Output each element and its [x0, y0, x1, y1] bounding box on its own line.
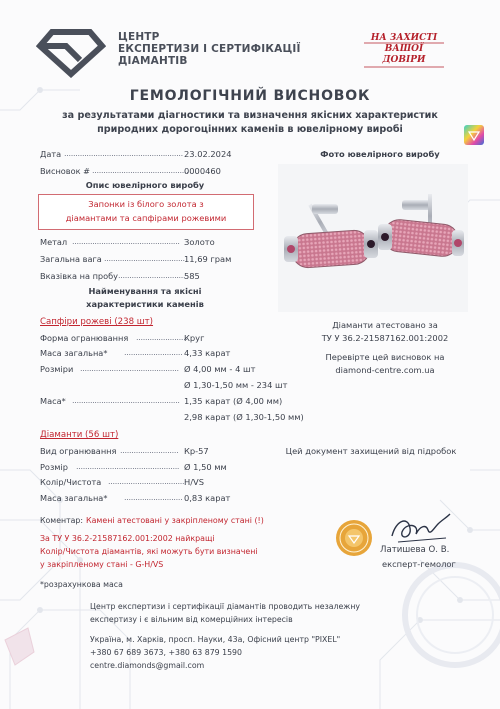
seal-line-1: НА ЗАХИСТІ [370, 33, 438, 43]
sapphire-mass2-value-2: 2,98 карат (Ø 1,30-1,50 мм) [184, 412, 304, 422]
metal-label: Метал [40, 237, 68, 247]
certification-line-3: Перевірте цей висновок на [325, 352, 445, 362]
number-leader: ........................................... [92, 166, 189, 175]
diamond-color-leader: .................................. [108, 477, 185, 486]
diamond-cut-leader: .......................... [120, 446, 179, 455]
stones-heading-line-1: Найменування та якісні [88, 286, 202, 296]
stones-heading-line-2: характеристики каменів [86, 299, 204, 309]
description-heading: Опис ювелірного виробу [85, 180, 205, 190]
weight-label: Загальна вага [40, 254, 102, 264]
verify-link[interactable]: diamond-centre.com.ua [335, 365, 435, 375]
diamond-size-label: Розмір [40, 462, 68, 472]
number-value: 0000460 [184, 166, 221, 176]
document-title: ГЕМОЛОГІЧНИЙ ВИСНОВОК [129, 88, 371, 104]
footer-address: Україна, м. Харків, просп. Науки, 43а, Офісний центр "PIXEL" [90, 635, 341, 644]
assay-leader: .............................. [118, 271, 186, 280]
signature-icon [386, 510, 456, 548]
hologram-sticker-icon [463, 124, 485, 146]
sapphire-size-label: Розміри [40, 364, 74, 374]
subtitle-line-1: за результатами діагностики та визначення якісних характеристик [62, 110, 438, 121]
sapphire-cut-label: Форма огранювання [40, 333, 129, 343]
weight-value: 11,69 грам [184, 254, 232, 264]
logo-line-3: ДІАМАНТІВ [118, 55, 188, 67]
sapphire-mass-leader: .......................... [124, 348, 183, 357]
sapphire-mass-label: Маса загальна* [40, 348, 108, 358]
sapphire-mass2-value-1: 1,35 карат (Ø 4,00 мм) [184, 396, 283, 406]
official-stamp-icon [334, 518, 374, 558]
diamond-size-value: Ø 1,50 мм [184, 462, 227, 472]
sapphire-mass-value: 4,33 карат [184, 348, 231, 358]
footer-line-2: експертизу і є вільним від комерційних інтересів [90, 615, 293, 624]
comment-text: Камені атестовані у закріпленому стані (!) [86, 516, 264, 525]
certification-line-1: Діаманти атестовано за [332, 320, 438, 330]
sapphire-mass2-leader: ................................................ [72, 396, 180, 405]
assay-value: 585 [184, 271, 200, 281]
metal-value: Золото [184, 237, 215, 247]
standard-line-3: у закріпленому стані - G-H/VS [40, 560, 164, 569]
footer-line-1: Центр експертизи і сертифікації діамантів проводить незалежну [90, 602, 361, 611]
certification-line-2: ТУ У 36.2-21587162.001:2002 [321, 333, 449, 343]
diamond-logo-icon [36, 26, 106, 78]
seal-line-3: ДОВІРИ [382, 55, 426, 65]
sapphire-cut-value: Круг [184, 333, 205, 343]
seal-line-2: ВАШОЇ [384, 44, 424, 54]
diamond-color-value: H/VS [184, 477, 204, 487]
weight-leader: .................................... [104, 254, 185, 263]
sapphire-size-value-2: Ø 1,30-1,50 мм - 234 шт [184, 380, 288, 390]
diamonds-heading: Діаманти (56 шт) [40, 430, 119, 440]
trust-seal [362, 31, 446, 69]
standard-line-2: Колір/Чистота діамантів, які можуть бути визначені [40, 547, 258, 556]
sapphire-size-leader: ............................................ [80, 364, 179, 373]
photo-caption: Фото ювелірного виробу [320, 149, 440, 159]
diamond-mass-leader: .......................... [124, 493, 183, 502]
comment-label: Коментар: [40, 516, 83, 525]
signer-name: Латишева О. В. [380, 545, 450, 555]
footer-email[interactable]: centre.diamonds@gmail.com [90, 661, 205, 670]
assay-label: Вказівка на пробу [40, 271, 119, 281]
logo-line-1: ЦЕНТР [118, 31, 160, 43]
date-leader: ..................................................... [64, 149, 183, 158]
footer-phones: +380 67 689 3673, +380 63 879 1590 [90, 648, 242, 657]
sapphire-mass2-label: Маса* [40, 396, 66, 406]
footnote: *розрахункова маса [40, 580, 123, 589]
logo-line-2: ЕКСПЕРТИЗИ І СЕРТИФІКАЦІЇ [118, 43, 301, 55]
diamond-mass-value: 0,83 карат [184, 493, 231, 503]
signer-role: експерт-гемолог [382, 559, 456, 569]
diamond-cut-label: Вид огранювання [40, 446, 117, 456]
diamond-color-label: Колір/Чистота [40, 477, 102, 487]
description-line-2: діамантами та сапфірами рожевими [65, 213, 227, 223]
protection-note: Цей документ захищений від підробок [285, 446, 457, 456]
description-line-1: Запонки із білого золота з [88, 199, 204, 209]
standard-line-1: За ТУ У 36.2-21587162.001:2002 найкращі [40, 534, 215, 543]
diamond-mass-label: Маса загальна* [40, 493, 108, 503]
date-value: 23.02.2024 [184, 149, 232, 159]
diamond-size-leader: .............................................. [76, 462, 180, 471]
sapphire-size-value-1: Ø 4,00 мм - 4 шт [184, 364, 256, 374]
date-label: Дата [40, 149, 62, 159]
watermark-seal-icon [400, 560, 500, 670]
diamond-cut-value: Кр-57 [184, 446, 209, 456]
sapphire-cut-leader: ....................... [136, 333, 188, 342]
description-box [38, 194, 254, 230]
cufflinks-image [278, 164, 468, 312]
metal-leader: ................................................ [72, 237, 180, 246]
sapphires-heading: Сапфіри рожеві (238 шт) [40, 317, 154, 327]
subtitle-line-2: природних дорогоцінних каменів в ювелірному виробі [97, 124, 403, 135]
number-label: Висновок # [40, 166, 91, 176]
product-photo [278, 164, 468, 312]
